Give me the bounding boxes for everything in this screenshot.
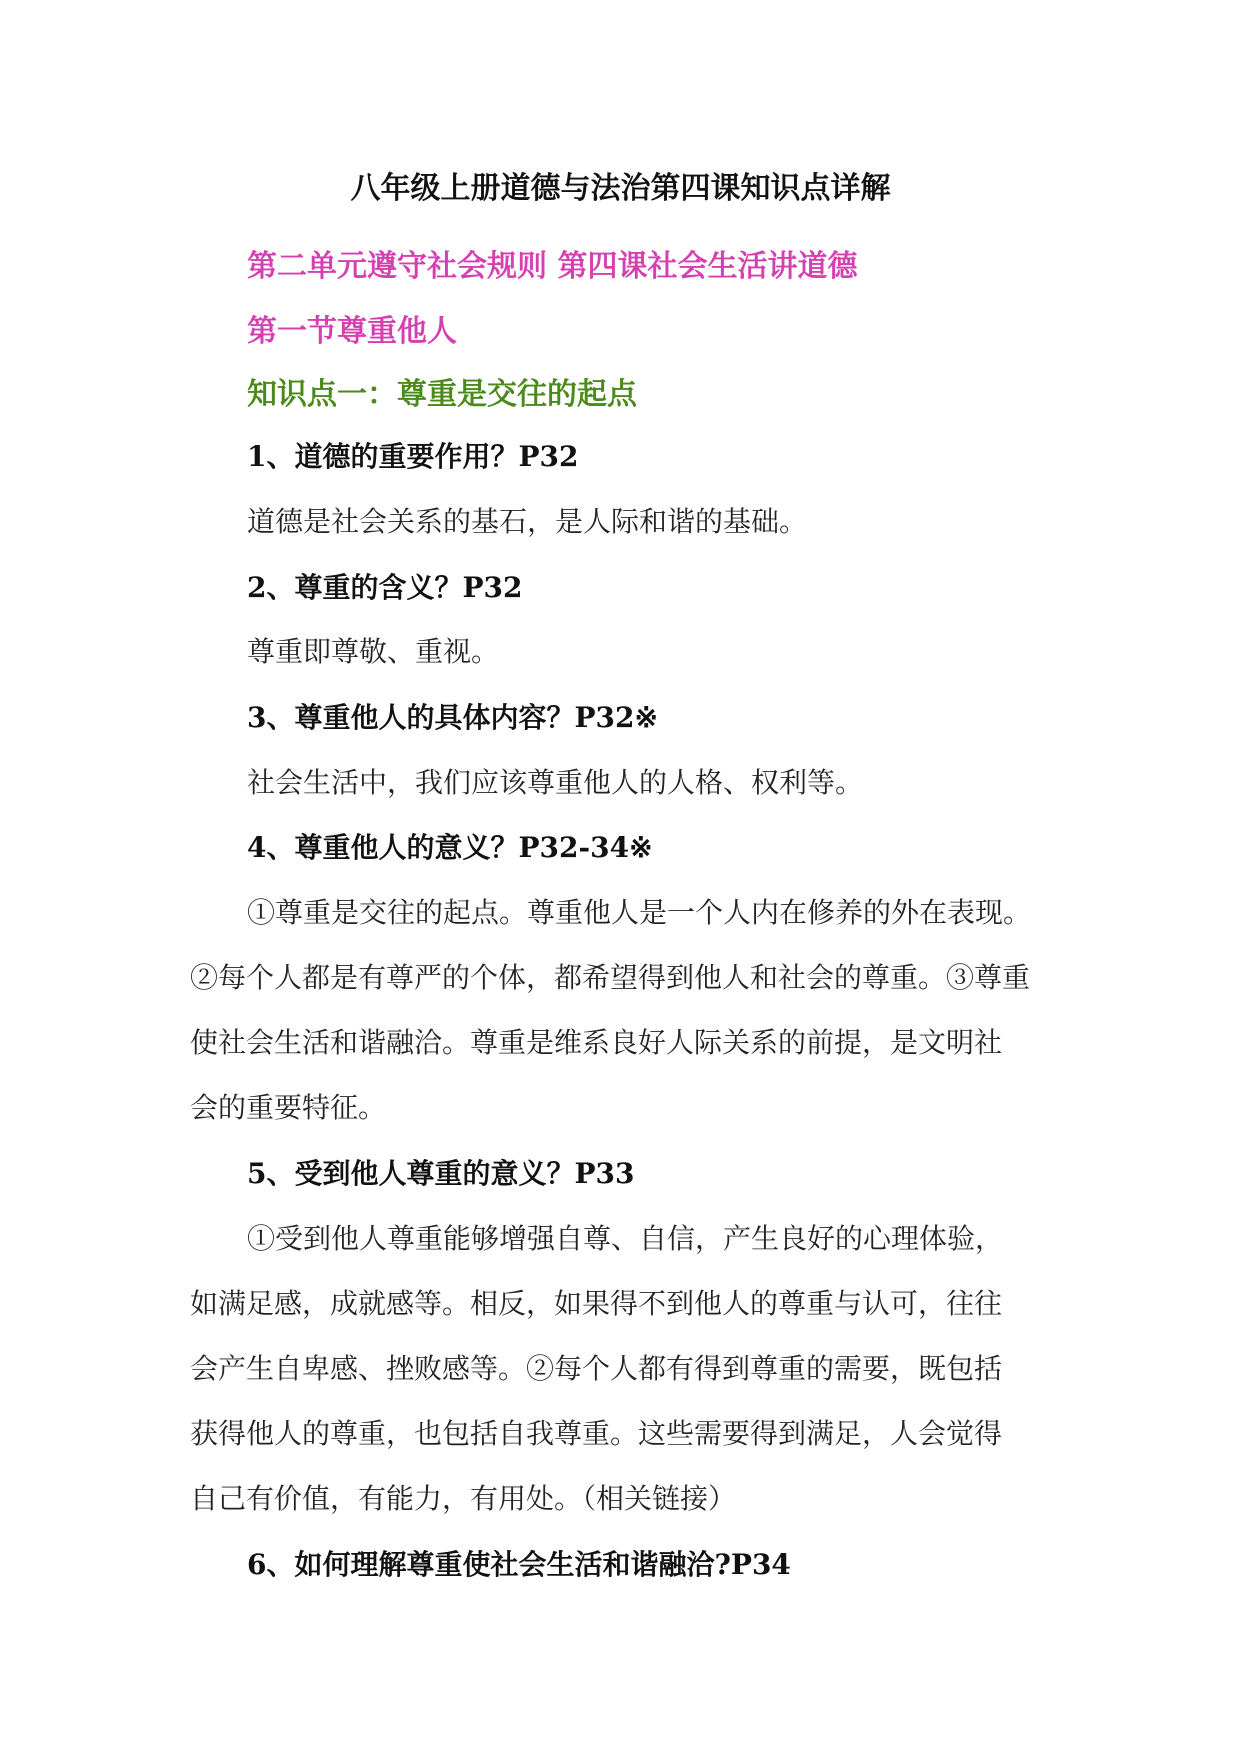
answer-3: 社会生活中，我们应该尊重他人的人格、权利等。 — [247, 766, 864, 799]
answer-5-line: 会产生自卑感、挫败感等。②每个人都有得到尊重的需要，既包括 — [190, 1352, 1003, 1385]
answer-5-line: ①受到他人尊重能够增强自尊、自信，产生良好的心理体验， — [247, 1222, 1004, 1255]
answer-1: 道德是社会关系的基石，是人际和谐的基础。 — [247, 505, 808, 538]
question-5: 5、受到他人尊重的意义？P33 — [247, 1157, 635, 1190]
answer-2: 尊重即尊敬、重视。 — [247, 635, 500, 668]
section-heading: 第一节尊重他人 — [247, 314, 457, 349]
question-3: 3、尊重他人的具体内容？P32※ — [247, 701, 658, 734]
question-6: 6、如何理解尊重使社会生活和谐融洽?P34 — [247, 1548, 791, 1581]
answer-5-line: 如满足感，成就感等。相反，如果得不到他人的尊重与认可，往往 — [190, 1287, 1003, 1320]
answer-4-line: ①尊重是交往的起点。尊重他人是一个人内在修养的外在表现。 — [247, 896, 1032, 929]
answer-4-line: 会的重要特征。 — [190, 1091, 387, 1124]
knowledge-point-heading: 知识点一：尊重是交往的起点 — [247, 377, 637, 412]
answer-4-line: 使社会生活和谐融洽。尊重是维系良好人际关系的前提，是文明社 — [190, 1026, 1003, 1059]
unit-heading: 第二单元遵守社会规则 第四课社会生活讲道德 — [247, 249, 858, 284]
question-1: 1、道德的重要作用？P32 — [247, 440, 579, 473]
question-4: 4、尊重他人的意义？P32-34※ — [247, 831, 653, 864]
answer-5-line: 获得他人的尊重，也包括自我尊重。这些需要得到满足，人会觉得 — [190, 1417, 1003, 1450]
answer-5-line: 自己有价值，有能力，有用处。（相关链接） — [190, 1482, 737, 1515]
question-2: 2、尊重的含义？P32 — [247, 571, 523, 604]
answer-4-line: ②每个人都是有尊严的个体，都希望得到他人和社会的尊重。③尊重 — [190, 961, 1031, 994]
document-title: 八年级上册道德与法治第四课知识点详解 — [350, 171, 891, 206]
